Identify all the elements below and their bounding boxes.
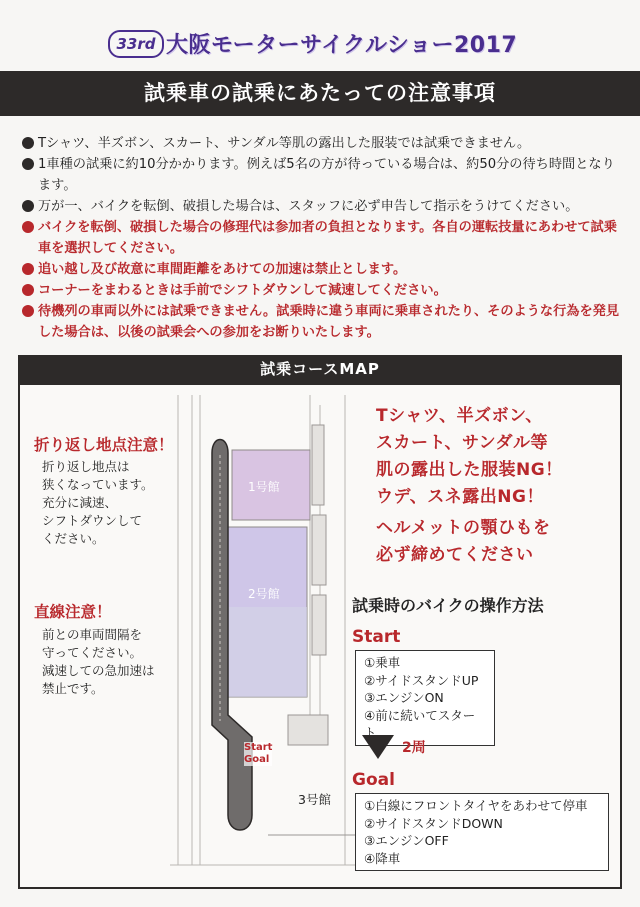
text-line: 守ってください。 <box>42 645 143 660</box>
bullet-icon <box>22 305 34 317</box>
goal-steps <box>355 793 609 871</box>
start-goal-marker <box>244 742 272 766</box>
step-item: ④降車 <box>364 850 401 866</box>
text-line: Tシャツ、半ズボン、 <box>376 406 543 426</box>
helmet-warning <box>376 515 551 569</box>
step-item: ①白線にフロントタイヤをあわせて停車 <box>364 798 588 813</box>
caution-text: バイクを転倒、破損した場合の修理代は参加者の負担となります。各自の運転技量にあわせて試乗車を選択してください。 <box>38 220 617 256</box>
caution-list <box>22 133 626 343</box>
text-line: 前との車両間隔を <box>42 627 143 642</box>
hall-3-label: 3号館 <box>298 792 331 807</box>
bullet-icon <box>22 221 34 233</box>
text-line: ヘルメットの顎ひもを <box>376 518 551 538</box>
caution-text: 待機列の車両以外には試乗できません。試乗時に違う車両に乗車されたり、そのような行為を発見した場合は、以後の試乗会への参加をお断りいたします。 <box>38 304 620 340</box>
start-marker-label: Start <box>244 742 273 753</box>
caution-item <box>22 196 626 217</box>
caution-item-important <box>22 217 626 259</box>
event-title: 大阪モーターサイクルショー2017 <box>166 33 518 58</box>
hall-2-label: 2号館 <box>248 587 280 601</box>
caution-text: 万が一、バイクを転倒、破損した場合は、スタッフに必ず申告して指示をうけてください。 <box>38 199 579 214</box>
step-item: ②サイドスタンドDOWN <box>364 815 503 831</box>
caution-item-important <box>22 280 626 301</box>
hall-2-shade <box>227 607 307 697</box>
bullet-icon <box>22 200 34 212</box>
goal-marker-label: Goal <box>244 754 270 765</box>
text-line: 肌の露出した服装NG！ <box>376 460 563 480</box>
text-line: 禁止です。 <box>42 681 104 696</box>
caution-text: コーナーをまわるときは手前でシフトダウンして減速してください。 <box>38 283 447 298</box>
caution-text: 1車種の試乗に約10分かかります。例えば5名の方が待っている場合は、約50分の待ち時間となります。 <box>38 157 615 193</box>
text-line: スカート、サンダル等 <box>376 433 548 453</box>
down-arrow-icon <box>362 735 394 759</box>
start-steps <box>355 650 495 746</box>
text-line: 折り返し地点は <box>42 459 130 474</box>
step-item: ①乗車 <box>364 655 401 670</box>
goal-heading: Goal <box>352 770 395 790</box>
caution-text: 追い越し及び故意に車間距離をあけての加速は禁止とします。 <box>38 262 407 277</box>
caution-item-important <box>22 301 626 343</box>
bullet-icon <box>22 263 34 275</box>
start-heading: Start <box>352 627 401 647</box>
straight-warning-text <box>42 626 155 698</box>
text-line: ください。 <box>42 531 105 546</box>
turnaround-warning-text <box>42 458 154 548</box>
turnaround-warning-title: 折り返し地点注意！ <box>34 436 174 454</box>
course-map-header: 試乗コースMAP <box>18 355 622 383</box>
caution-item-important <box>22 259 626 280</box>
bullet-icon <box>22 284 34 296</box>
text-line: 必ず締めてください <box>376 545 534 565</box>
straight-warning-title: 直線注意！ <box>34 603 112 621</box>
operation-title: 試乗時のバイクの操作方法 <box>352 596 544 615</box>
event-edition-badge: 33rd <box>108 30 164 58</box>
clothing-warning <box>376 403 563 511</box>
step-item: ③エンジンOFF <box>364 833 449 848</box>
bullet-icon <box>22 137 34 149</box>
step-item: ③エンジンON <box>364 690 444 705</box>
bullet-icon <box>22 158 34 170</box>
laps-label: 2周 <box>402 740 426 756</box>
caution-text: Tシャツ、半ズボン、スカート、サンダル等肌の露出した服装では試乗できません。 <box>38 136 531 151</box>
page-title-banner: 試乗車の試乗にあたっての注意事項 <box>0 71 640 116</box>
text-line: 減速しての急加速は <box>42 663 155 678</box>
text-line: 充分に減速、 <box>42 495 118 510</box>
caution-item <box>22 133 626 154</box>
text-line: ウデ、スネ露出NG！ <box>376 487 544 507</box>
text-line: 狭くなっています。 <box>42 477 154 492</box>
step-item: ②サイドスタンドUP <box>364 672 479 688</box>
step-item: ④前に続いてスタート <box>364 707 476 740</box>
caution-item <box>22 154 626 196</box>
text-line: シフトダウンして <box>42 513 143 528</box>
hall-1-label: 1号館 <box>248 480 280 494</box>
